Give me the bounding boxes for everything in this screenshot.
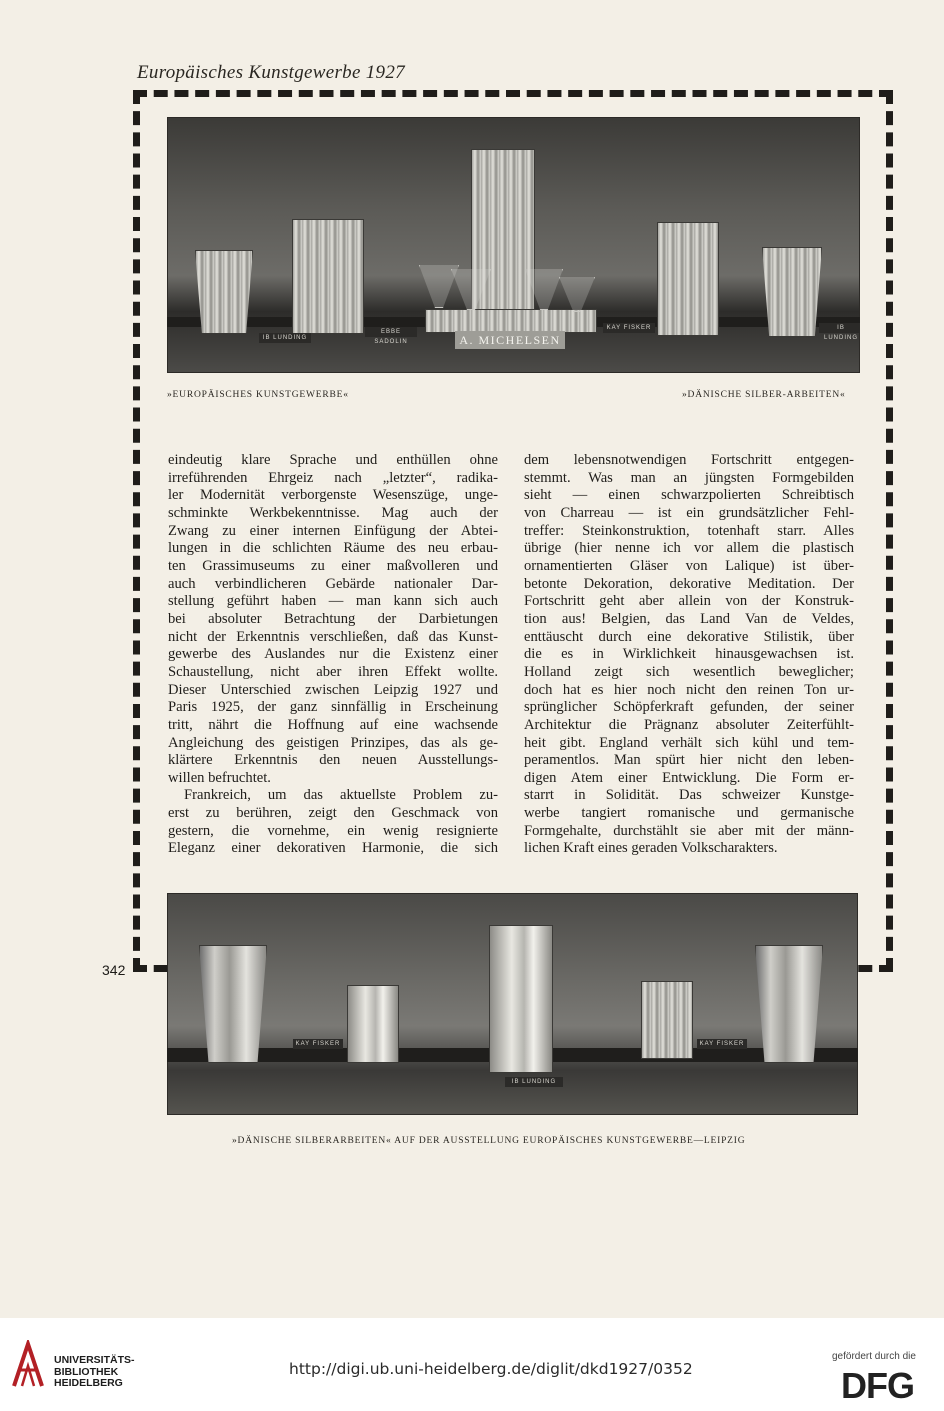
maker-label: A. MICHELSEN [455,331,565,349]
text-line: Frankreich, um das aktuellste Problem zu- [184,787,498,804]
text-line: stellung geführt haben — man kann sich auch [168,593,498,610]
running-head: Europäisches Kunstgewerbe 1927 [137,62,405,83]
paragraph [168,452,498,787]
silver-beaker [657,222,719,336]
text-line: Dieser Unterschied zwischen Leipzig 1927 und [168,681,498,698]
funding-note: gefördert durch die [832,1351,916,1362]
silver-beaker [641,981,693,1059]
text-line: werbe tangiert romanische und germanische [524,805,854,822]
library-name-line: UNIVERSITÄTS- [54,1354,135,1366]
text-line: betonte Dekoration, dekorative Meditation. Der [524,575,854,592]
maker-label: KAY FISKER [697,1039,747,1049]
text-line: schminkte Werkbekenntnisse. Mag auch der [168,504,498,521]
dfg-logo: DFG [841,1365,914,1406]
paragraph [168,787,498,858]
silver-beaker [762,247,822,337]
text-line: Paris 1925, der ganz sinnfällig in Erscheinung [168,699,498,716]
text-line: starrt in Solidität. Das schweizer Kunstge- [524,787,854,804]
silver-engraved-vase [489,925,553,1073]
library-name-line: BIBLIOTHEK [54,1365,119,1378]
maker-label: IB LUNDING [505,1077,563,1087]
silver-vase [199,945,267,1063]
text-line: ler Modernität verborgenste Wesenszüge, unge- [168,487,498,504]
maker-label: EBBE SADOLIN [365,327,417,337]
text-column-left [168,452,498,858]
text-line: Architektur die Prägnanz absoluter Zeiterfühlt- [524,716,854,733]
cocktail-glass [559,277,595,312]
silver-beaker [195,250,253,334]
text-line: Schaustellung, nicht aber ihren Effekt wollte. [168,663,498,680]
text-line: stemmt. Was man an jüngsten Formgebilden [524,469,854,486]
photo-caption: »DÄNISCHE SILBERARBEITEN« AUF DER AUSSTELLUNG EUROPÄISCHES KUNSTGEWERBE—LEIPZIG [232,1136,746,1146]
maker-label: IB LUNDING [819,323,860,333]
text-line: dem lebensnotwendigen Fortschritt entgegen- [524,452,854,468]
text-line: doch hat es hier noch nicht den reinen Ton ur- [524,681,854,698]
text-line: ornamentierten Gläser von Lalique) ist über- [524,557,854,574]
maker-label: KAY FISKER [293,1039,343,1049]
text-line: gewerbe des Auslandes nur die Existenz einer [168,646,498,663]
text-line: sieht — einen schwarzpolierten Schreibtisch [524,487,854,504]
text-line: übrige (hier nenne ich vor allem die plastisch [524,540,854,557]
silver-beaker [292,219,364,334]
photo-danish-silver-top [167,117,860,373]
text-line: eindeutig klare Sprache und enthüllen ohne [168,452,498,468]
text-line: Holland zeigt sich wesentlich beweglicher; [524,663,854,680]
text-line: klärtere Erkenntnis den neuen Ausstellungs- [168,752,498,769]
text-line: von Charreau — ist ein grundsätzlicher Fehl- [524,504,854,521]
text-line: erst zu berühren, zeigt den Geschmack von [168,805,498,822]
text-line: digen Atem einer Entwicklung. Die Form er- [524,769,854,786]
library-name-line: HEIDELBERG [54,1377,123,1389]
silver-vase [755,945,823,1063]
silver-beaker [347,985,399,1063]
text-line: enttäuscht durch eine dekorative Stilistik, über [524,628,854,645]
maker-label: KAY FISKER [603,323,655,333]
silver-tray [425,309,597,333]
text-line: Formgehalte, durchstählt sie aber mit der männ- [524,822,854,839]
text-line: peramentlos. Man spürt hier nicht den leben- [524,752,854,769]
text-line: Angleichung des geistigen Prinzipes, das als ge- [168,734,498,751]
text-line: treffer: Steinkonstruktion, totenhaft starr. Alles [524,522,854,539]
text-column-right [524,452,854,858]
paragraph [524,452,854,858]
text-line: nicht der Erkenntnis verschließen, daß das Kunst- [168,628,498,645]
photo-caption-left: »EUROPÄISCHES KUNSTGEWERBE« [167,390,349,400]
text-line: auch verbindlicheren Gebärde nationaler Dar- [168,575,498,592]
text-line: irreführenden Ehrgeiz nach „letzter“, radika- [168,469,498,486]
text-line: sprünglicher Schöpferkraft gefunden, der seiner [524,699,854,716]
university-library-logo-icon [12,1340,46,1390]
photo-danish-silver-bottom [167,893,858,1115]
text-line: heit gibt. England verhält sich kühl und tem- [524,734,854,751]
text-line: tion aus! Belgien, das Land Van de Veldes, [524,610,854,627]
page-number: 342 [102,962,126,978]
text-line: Zwang zu einer internen Einfügung der Abtei- [168,522,498,539]
permalink-url[interactable]: http://digi.ub.uni-heidelberg.de/diglit/dkd1927/0352 [289,1360,693,1378]
university-library-name [54,1355,135,1390]
text-line: willen befruchtet. [168,769,271,786]
text-line: bei absoluter Betrachtung der Darbietungen [168,610,498,627]
text-line: lichen Kraft eines geraden Volkscharakters. [524,840,778,857]
text-line: die es in Wirklichkeit hinausgewachsen ist. [524,646,854,663]
text-line: ten Grassimuseums zu einer maßvolleren und [168,557,498,574]
photo-caption-right: »DÄNISCHE SILBER-ARBEITEN« [682,390,846,400]
text-line: Eleganz einer dekorativen Harmonie, die sich [168,840,498,857]
maker-label: IB LUNDING [259,333,311,343]
text-line: Fortschritt geht aber allein von der Konstruk- [524,593,854,610]
text-line: lungen in die schlichten Räume des neu erbau- [168,540,498,557]
text-line: gestern, die vornehme, ein wenig resignierte [168,822,498,839]
text-line: tritt, nährt die Hoffnung auf eine wachsende [168,716,498,733]
